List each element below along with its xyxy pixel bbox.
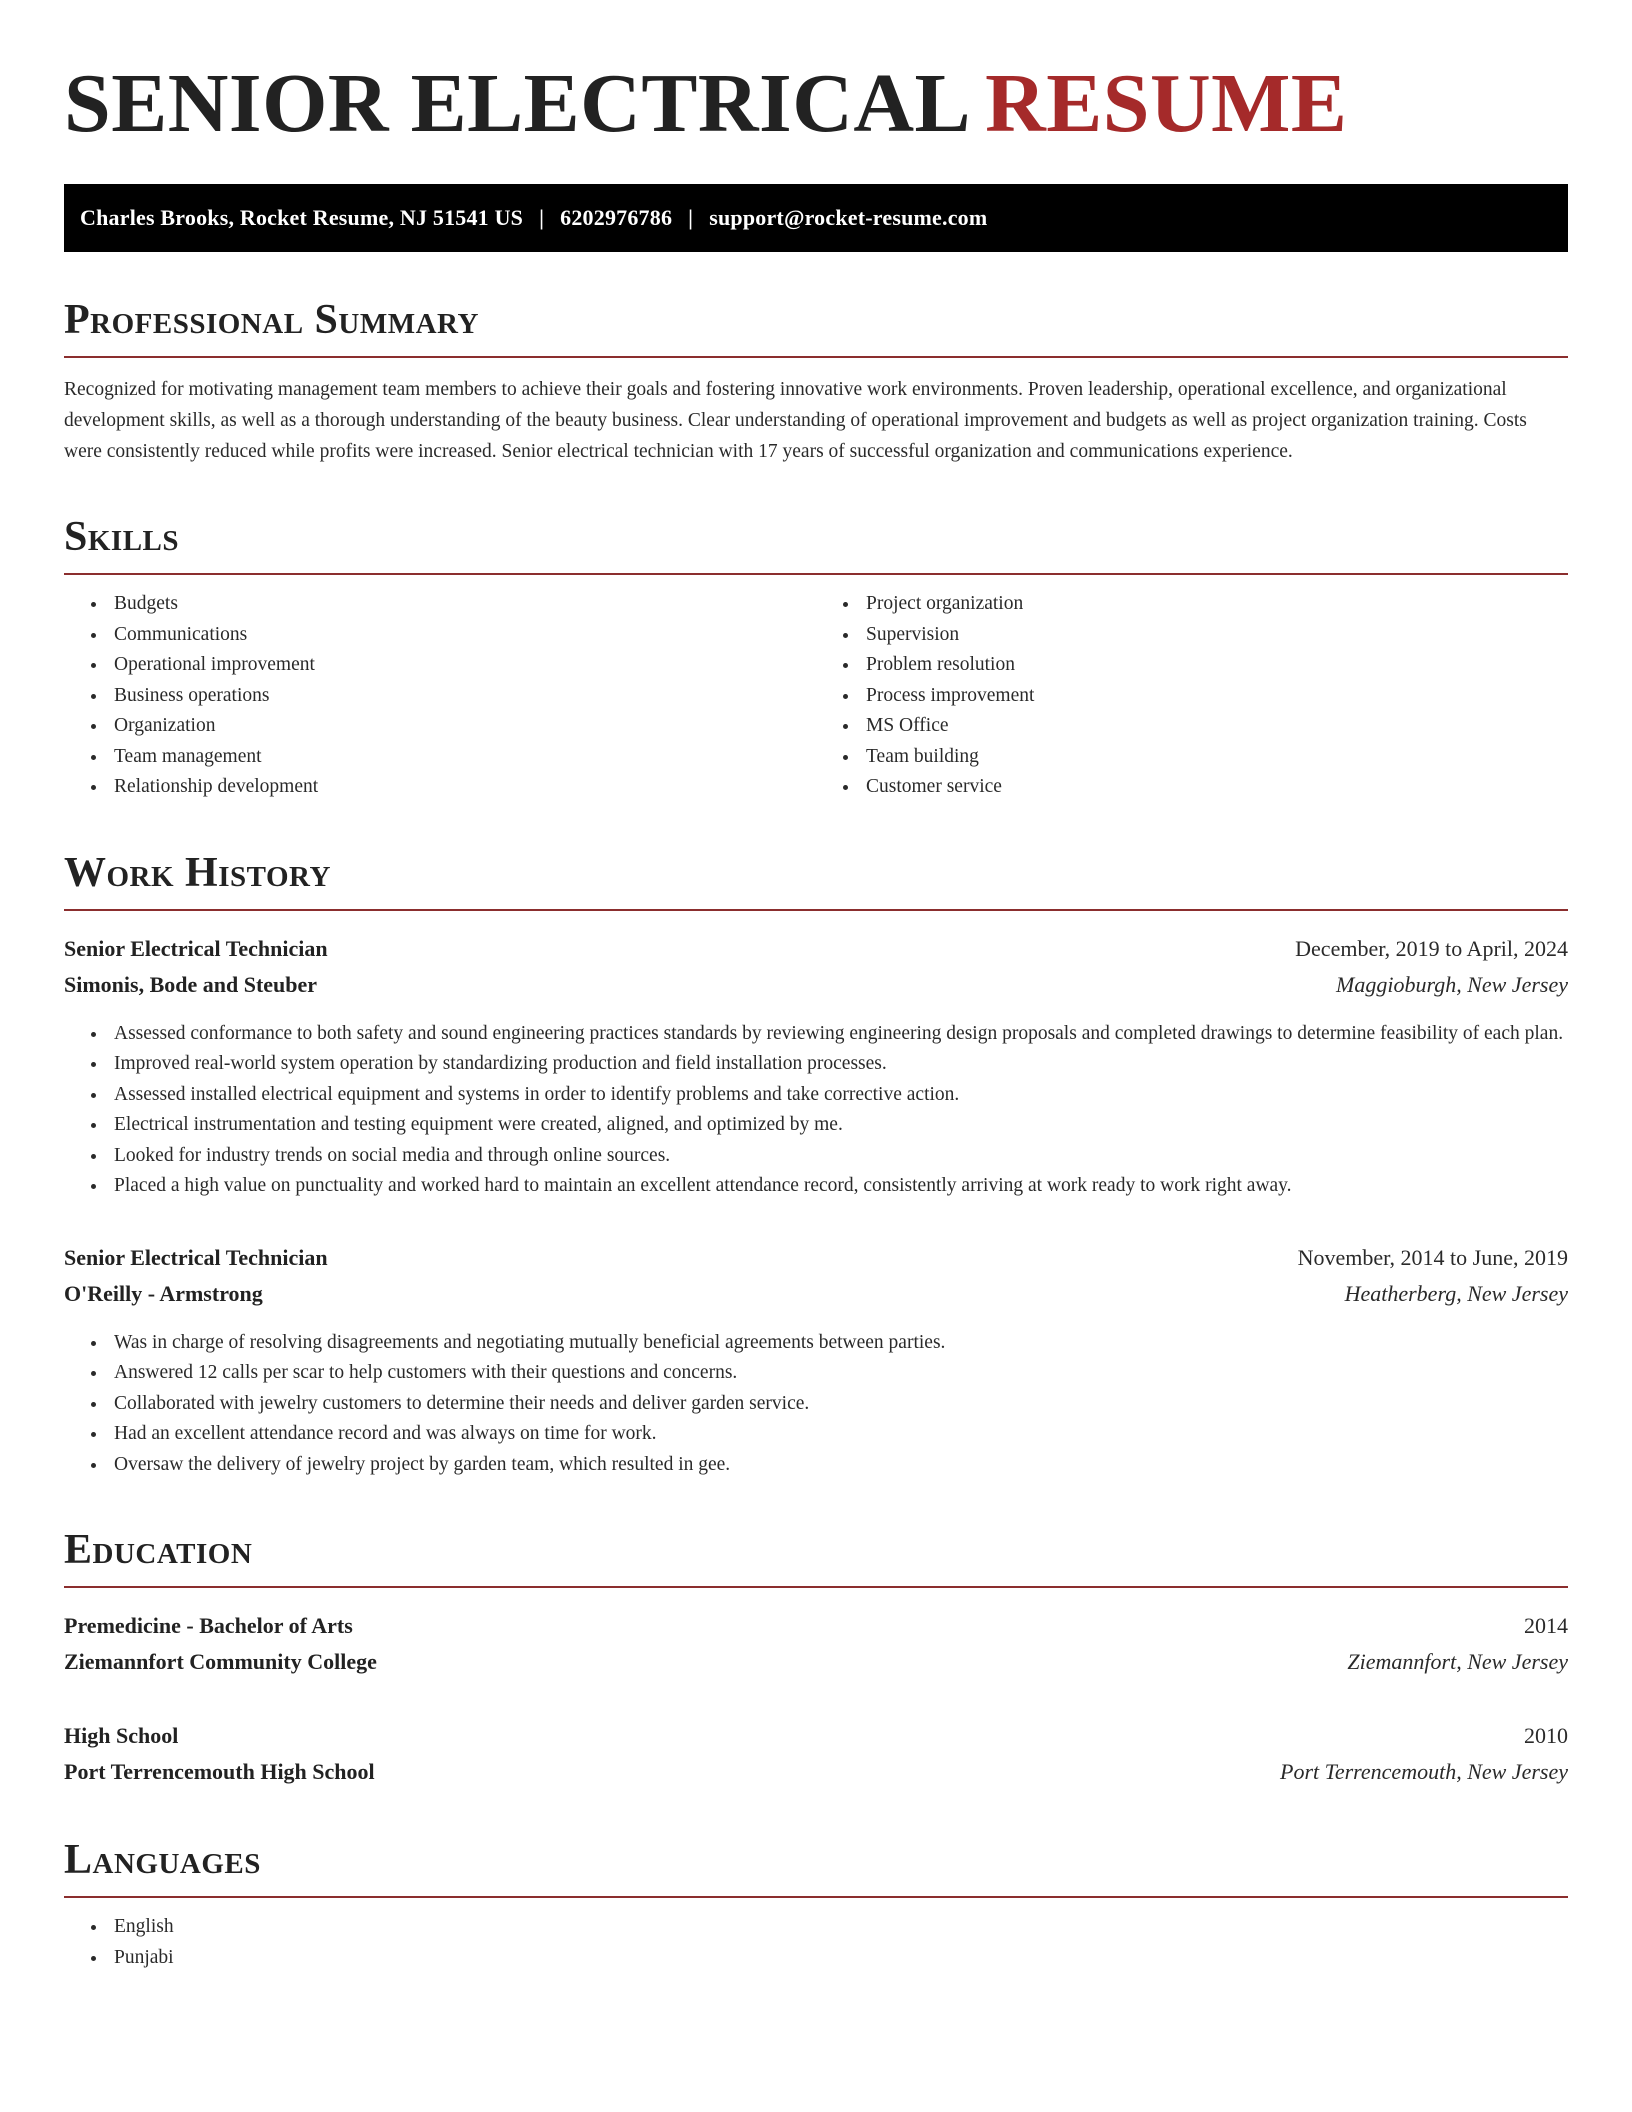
skills-list-left — [64, 589, 816, 803]
education-school-row — [64, 1644, 1568, 1680]
job-company: O'Reilly - Armstrong — [64, 1280, 263, 1306]
education-year: 2010 — [1524, 1723, 1568, 1748]
skill-item: • Business operations — [108, 681, 816, 712]
education-degree-row — [64, 1608, 1568, 1644]
job-title: Senior Electrical Technician — [64, 935, 328, 961]
skill-item: • Project organization — [860, 589, 1568, 620]
title-part-2: RESUME — [985, 57, 1348, 150]
languages-list — [64, 1912, 1568, 1973]
work-heading: Work History — [64, 849, 1568, 911]
skill-item: • Team management — [108, 742, 816, 773]
job-title: Senior Electrical Technician — [64, 1244, 328, 1270]
job-bullet: • Improved real-world system operation by standardizing production and field installation processes. — [108, 1049, 1568, 1080]
job-header-row — [64, 931, 1568, 967]
title-part-1: SENIOR ELECTRICAL — [64, 57, 972, 150]
skill-item: • MS Office — [860, 711, 1568, 742]
languages-heading: Languages — [64, 1836, 1568, 1898]
skill-item: • Communications — [108, 620, 816, 651]
job-dates: November, 2014 to June, 2019 — [1297, 1244, 1568, 1270]
contact-phone: 6202976786 — [560, 205, 673, 230]
skills-heading: Skills — [64, 513, 1568, 575]
job-bullet: • Oversaw the delivery of jewelry project by garden team, which resulted in gee. — [108, 1450, 1568, 1481]
job-location: Maggioburgh, New Jersey — [1336, 971, 1568, 997]
skill-item: • Operational improvement — [108, 650, 816, 681]
skills-list-right — [816, 589, 1568, 803]
skill-item: • Customer service — [860, 772, 1568, 803]
job-bullet: • Electrical instrumentation and testing equipment were created, aligned, and optimized by me. — [108, 1110, 1568, 1141]
skill-item: • Organization — [108, 711, 816, 742]
job-bullet: • Was in charge of resolving disagreements and negotiating mutually beneficial agreements between parties. — [108, 1328, 1568, 1359]
job-bullet: • Collaborated with jewelry customers to determine their needs and deliver garden service. — [108, 1389, 1568, 1420]
skills-grid — [64, 589, 1568, 803]
education-school: Ziemannfort Community College — [64, 1649, 377, 1674]
job-header-row — [64, 1240, 1568, 1276]
contact-separator: | — [539, 205, 545, 230]
job-location: Heatherberg, New Jersey — [1344, 1280, 1568, 1306]
contact-address: Charles Brooks, Rocket Resume, NJ 51541 US — [80, 205, 524, 230]
job-bullet: • Had an excellent attendance record and was always on time for work. — [108, 1419, 1568, 1450]
contact-bar — [64, 184, 1568, 252]
education-year: 2014 — [1524, 1613, 1568, 1638]
skill-item: • Process improvement — [860, 681, 1568, 712]
job-bullet: • Looked for industry trends on social media and through online sources. — [108, 1141, 1568, 1172]
education-entry — [64, 1718, 1568, 1790]
skill-item: • Team building — [860, 742, 1568, 773]
education-school-row — [64, 1754, 1568, 1790]
education-degree: High School — [64, 1723, 179, 1748]
education-entry — [64, 1608, 1568, 1680]
education-location: Port Terrencemouth, New Jersey — [1280, 1759, 1568, 1784]
job-bullets — [64, 1328, 1568, 1481]
language-item: • Punjabi — [108, 1943, 1568, 1974]
education-school: Port Terrencemouth High School — [64, 1759, 375, 1784]
education-degree: Premedicine - Bachelor of Arts — [64, 1613, 353, 1638]
education-heading: Education — [64, 1526, 1568, 1588]
resume-title — [64, 56, 1568, 152]
job-bullets — [64, 1019, 1568, 1202]
skill-item: • Budgets — [108, 589, 816, 620]
education-location: Ziemannfort, New Jersey — [1347, 1649, 1568, 1674]
job-bullet: • Placed a high value on punctuality and worked hard to maintain an excellent attendance record, consistently arriving at work ready to work right away. — [108, 1171, 1568, 1202]
contact-separator: | — [688, 205, 694, 230]
skill-item: • Supervision — [860, 620, 1568, 651]
job-dates: December, 2019 to April, 2024 — [1295, 935, 1568, 961]
job-bullet: • Assessed conformance to both safety and sound engineering practices standards by reviewing engineering design proposals and completed drawings to determine feasibility of each plan. — [108, 1019, 1568, 1050]
skill-item: • Relationship development — [108, 772, 816, 803]
job-company-row — [64, 1276, 1568, 1312]
job-bullet: • Answered 12 calls per scar to help customers with their questions and concerns. — [108, 1358, 1568, 1389]
language-item: • English — [108, 1912, 1568, 1943]
summary-text: Recognized for motivating management team members to achieve their goals and fostering innovative work environments. Proven leadership, operational excellence, and organizational development skills, as well as a thorough understanding of the beauty business. Clear understanding of operational improvement and budgets as well as project organization training. Costs were consistently reduced while profits were increased. Senior electrical technician with 17 years of successful organization and communications experience. — [64, 379, 1527, 462]
job-entry — [64, 1240, 1568, 1481]
summary-heading: Professional Summary — [64, 296, 1568, 358]
job-company: Simonis, Bode and Steuber — [64, 971, 318, 997]
skill-item: • Problem resolution — [860, 650, 1568, 681]
education-degree-row — [64, 1718, 1568, 1754]
job-entry — [64, 931, 1568, 1202]
job-bullet: • Assessed installed electrical equipment and systems in order to identify problems and take corrective action. — [108, 1080, 1568, 1111]
contact-email: support@rocket-resume.com — [709, 205, 988, 230]
job-company-row — [64, 967, 1568, 1003]
